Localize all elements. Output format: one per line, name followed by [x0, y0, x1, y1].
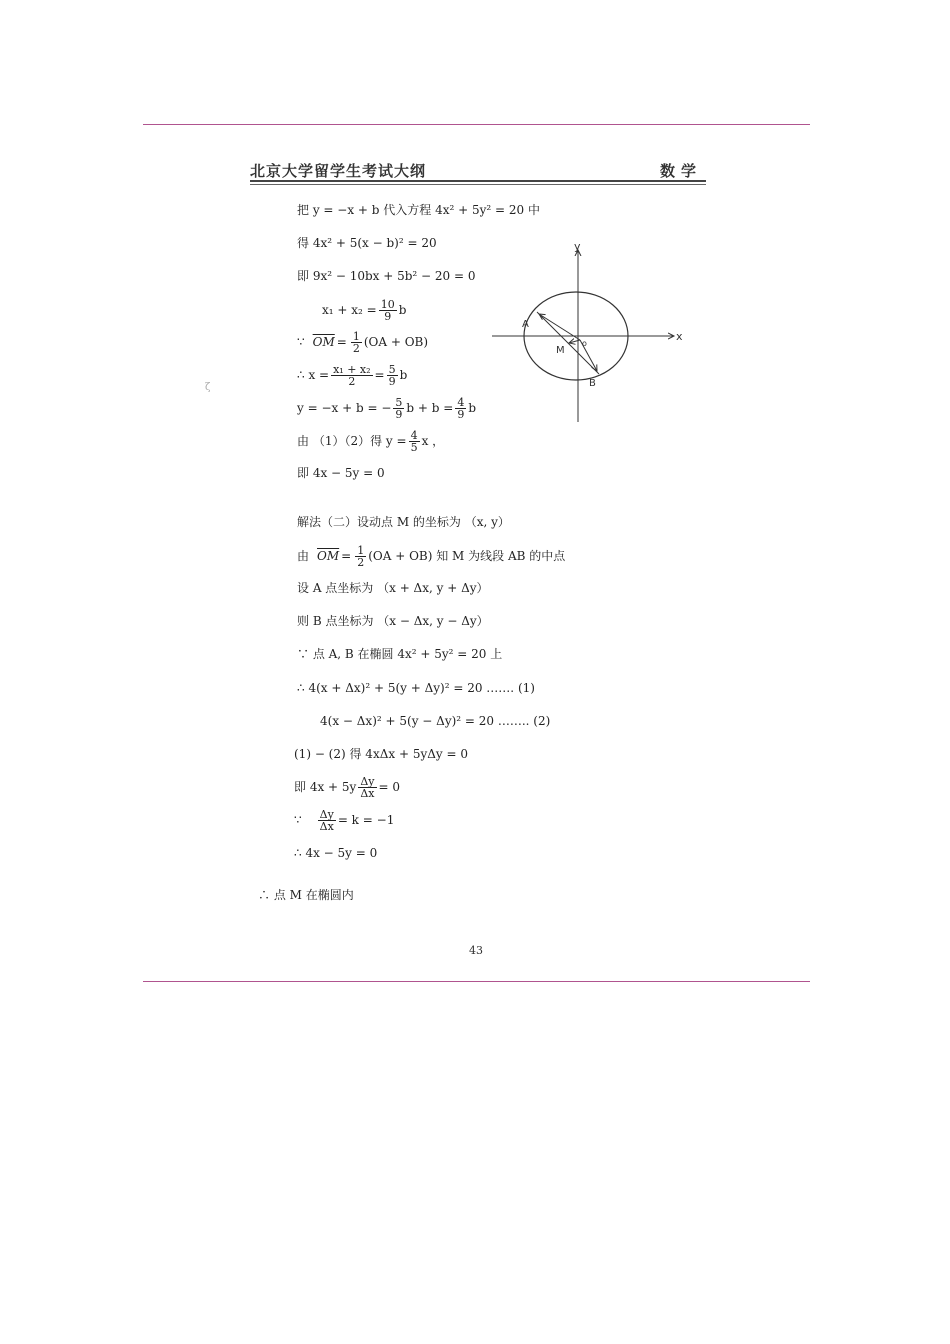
fraction: $\frac{1}{2}$	[352, 329, 360, 355]
text-line-12: 设 A 点坐标为 （x + Δx, y + Δy）	[297, 581, 489, 595]
label-a: A	[522, 319, 529, 330]
text-line-1: 把 y = −x + b 代入方程 4x² + 5y² = 20 中	[297, 203, 540, 217]
fraction: $\frac{\Delta y}{\Delta x}$	[360, 774, 375, 800]
text-line-9: 即 4x − 5y = 0	[297, 466, 385, 480]
text-line-8: 由 （1）（2）得 y = $\frac{4}{5}$ x ，	[297, 428, 445, 454]
text-line-14: ∵ 点 A, B 在椭圆 4x² + 5y² = 20 上	[297, 647, 503, 661]
fraction: $\frac{10}{9}$	[380, 297, 395, 323]
text-line-3: 即 9x² − 10bx + 5b² − 20 = 0	[297, 269, 476, 283]
text-line-7: y = −x + b = − $\frac{5}{9}$ b + b = $\frac{4}{9}$ b	[297, 395, 476, 421]
bottom-rule	[143, 981, 810, 982]
fraction: $\frac{\text{x₁ + x₂}}{2}$	[333, 362, 371, 388]
top-rule	[143, 124, 810, 125]
header-title: 北京大学留学生考试大纲	[250, 162, 427, 180]
text-line-11: 由 $\overline{OM}$ = $\frac{1}{2}$ (OA + OB) 知 M 为线段 AB 的中点	[297, 543, 566, 569]
chord-ab	[537, 312, 599, 374]
text-line-10: 解法（二）设动点 M 的坐标为 （x, y）	[297, 515, 510, 529]
fraction: $\frac{4}{5}$	[410, 428, 418, 454]
text-line-17: (1) − (2) 得 4xΔx + 5yΔy = 0	[294, 747, 469, 761]
header-subject: 数学	[659, 162, 702, 180]
fraction: $\frac{4}{9}$	[457, 395, 465, 421]
label-o: o	[582, 339, 587, 348]
text-line-6: ∴ x = $\frac{\text{x₁ + x₂}}{2}$ = $\frac{5}{9}$ b	[297, 362, 408, 388]
text-line-21: ∴ 点 M 在椭圆内	[258, 888, 354, 902]
text-line-15: ∴ 4(x + Δx)² + 5(y + Δy)² = 20 ……. (1)	[297, 681, 535, 695]
text-line-18: 即 4x + 5y $\frac{\Delta y}{\Delta x}$ = 0	[294, 774, 401, 800]
label-y: y	[574, 240, 581, 253]
label-x: x	[676, 330, 683, 343]
header-underline-thin	[250, 184, 706, 185]
text-line-5: ∵ $\overline{OM}$ = $\frac{1}{2}$ (OA + OB)	[297, 329, 429, 355]
text-line-19: ∵ $\frac{\Delta y}{\Delta x}$ = k = −1	[294, 807, 395, 833]
fraction: $\frac{1}{2}$	[357, 543, 365, 569]
fraction: $\frac{5}{9}$	[395, 395, 403, 421]
ellipse-diagram	[488, 240, 698, 430]
text-line-20: ∴ 4x − 5y = 0	[294, 846, 378, 860]
label-m: M	[556, 345, 565, 356]
scan-mark: ζ	[205, 382, 211, 393]
header-underline	[250, 180, 706, 182]
page-number: 43	[469, 944, 483, 957]
text-line-4: x₁ + x₂ = $\frac{10}{9}$ b	[322, 297, 407, 323]
text-line-2: 得 4x² + 5(x − b)² = 20	[297, 236, 437, 250]
text-line-13: 则 B 点坐标为 （x − Δx, y − Δy）	[297, 614, 489, 628]
label-b: B	[589, 378, 596, 389]
fraction: $\frac{\Delta y}{\Delta x}$	[319, 807, 334, 833]
text-line-16: 4(x − Δx)² + 5(y − Δy)² = 20 …….. (2)	[320, 714, 551, 728]
fraction: $\frac{5}{9}$	[388, 362, 396, 388]
